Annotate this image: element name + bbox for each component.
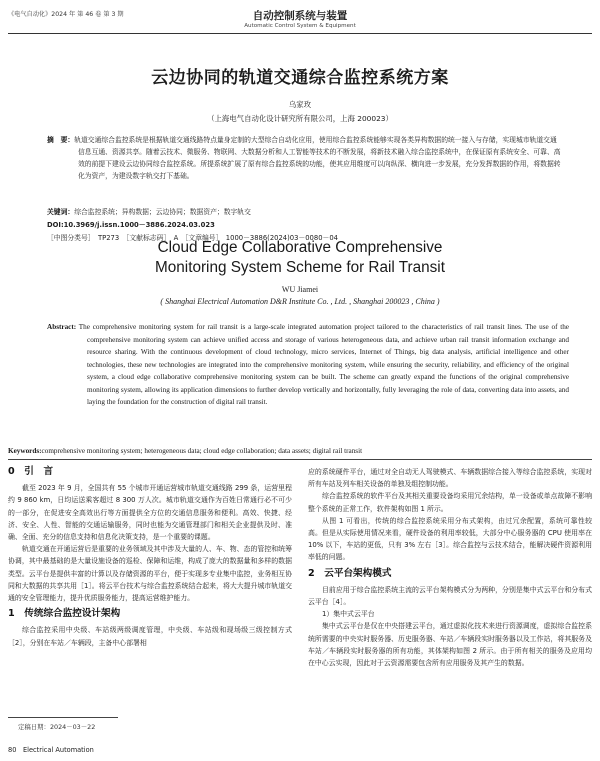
title-en-line-1: Cloud Edge Collaborative Comprehensive (157, 239, 443, 256)
journal-info: 《电气自动化》2024 年 第 46 卷 第 3 期 (8, 11, 124, 18)
abstract-label-en: Abstract: (47, 323, 77, 331)
right-column (308, 466, 592, 669)
keywords-label: 关键词： (47, 208, 75, 216)
section-0-heading: 0 引 言 (8, 466, 54, 477)
right-paragraph-1: 应的系统硬件平台，通过对全自动无人驾驶模式、车辆数据综合接入等综合监控系统，实现对所有车站及列车相关设备的单独及组控制功能。 (308, 468, 592, 489)
paper-title-cn: 云边协同的轨道交通综合监控系统方案 (151, 68, 449, 88)
affiliation-cn: （上海电气自动化设计研究所有限公司，上海 200023） (207, 114, 393, 123)
received-date: 定稿日期：2024－03－22 (18, 723, 96, 731)
abstract-label: 摘 要： (47, 136, 75, 144)
page-footer: 80 Electrical Automation (8, 746, 94, 754)
author-cn: 乌家玫 (288, 100, 312, 109)
section-0-paragraph-2: 轨道交通在开通运营后是重要的业务领域及其中涉及大量的人、车、物、态的管控和统筹协调，其中最基础的是大量设施设备的巡检、保障和运维，构成了庞大的数据量和多样的数据类型。云平台是提供丰富的计算以及存储资源的平台，便于实现多专业集中监控，业务相互协同和大数据的共享共用［1］。将云平台技术与综合监控系统结合起来，将大大提升城市轨道交通的安全管理能力，提升优质服务能力，提高运营维护能力。 (8, 545, 292, 603)
abstract-cn (47, 134, 563, 182)
keywords-cn (47, 206, 567, 218)
section-0-paragraph-1: 截至 2023 年 9 月，全国共有 55 个城市开通运营城市轨道交通线路 299 条，运营里程约 9 860 km，日均运送乘客超过 8 300 万人次。城市轨道交通作为百姓日常通行必不可少的一部分，在促进安全高效出行等方面提供全方位的交通信息服务和便利。高效、快捷、经济、安全、人性、智能的交通运输服务，同时也能为交通管理部门和相关企业提供及时、准确、全面、充分的信息支持和信息化决策支持，是一个重要的课题。 (8, 484, 292, 542)
keywords-en (8, 446, 593, 457)
keywords-label-en: Keywords: (8, 447, 42, 455)
right-paragraph-2: 综合监控系统的软件平台及其相关重要设备均采用冗余结构，单一设备或单点故障不影响整个系统的正常工作，软件架构如图 1 所示。 (308, 492, 592, 513)
footnote-divider (8, 717, 118, 718)
right-paragraph-5: 集中式云平台是仅在中央搭建云平台，通过虚拟化技术来进行资源调度，虚拟综合监控系统所需要的中央实时服务器、历史服务器、车站／车辆段实时服务器以及工作站，将其服务及车站／车辆段实时服务器的所有功能，其体架构如图 2 所示。由于所有相关的服务及应用均在中心云实现，因此对于云资源需要包含所有应用服务及其产生的数据。 (308, 622, 592, 668)
classification-line: ［中图分类号］ TP273 ［文献标志码］ A ［文章编号］ 1000－3886(2024)03－0080－04 (47, 234, 338, 242)
left-column (8, 466, 292, 649)
abstract-en-text: The comprehensive monitoring system for rail transit is a large-scale integrated automation project tailored to the characteristics of rail transit lines. The use of the comprehensive monitoring system can achieve unified access and storage of various heterogeneous data, and achieve urban rail transit information exchange and resource sharing. With the continuous development of cloud technology, micro services, Internet of Things, big data analysis, artificial intelligence and other technologies, these new technologies are integrated into the comprehensive monitoring system, while ensuring the security, reliability, and efficiency of the original system, a cloud edge collaborative comprehensive monitoring system can be built. The scheme can greatly expand the functions of the original comprehensive monitoring system, allowing its application dimensions to further develop vertically and horizontally, fully leveraging the role of data, converting data into assets, and laying the foundation for the construction of digital rail transit. (78, 323, 569, 406)
author-en: WU Jiamei (281, 285, 319, 294)
keywords-divider (8, 459, 592, 460)
affiliation-en: ( Shanghai Electrical Automation D&R Institute Co. , Ltd. , Shanghai 200023 , China ) (160, 297, 440, 306)
section-2-heading: 2 云平台架构模式 (308, 567, 392, 579)
right-paragraph-4: 目前应用于综合监控系统主流的云平台架构模式分为两种，分别是集中式云平台和分布式云平台［4］。 (308, 585, 592, 607)
section-1-heading: 1 传统综合监控设计架构 (8, 608, 121, 620)
keywords-cn-text: 综合监控系统；异构数据；云边协同；数据资产；数字轨交 (74, 208, 251, 216)
paper-title-en (0, 238, 600, 278)
abstract-en (47, 321, 569, 409)
section-title: 自动控制系统与装置 (252, 10, 348, 22)
doi: DOI:10.3969/j.issn.1000－3886.2024.03.023 (47, 221, 215, 229)
abstract-cn-text: 轨道交通综合监控系统是根据轨道交通线路特点量身定制的大型综合自动化应用，使用综合监控系统能够实现各类异构数据的统一接入与存储，实现城市轨道交通信息互通、资源共享。随着云技术、微服务、物联网、大数据分析和人工智能等技术的不断发展，将新技术融入综合监控系统中，在保证原有系统安全、可靠、高效的前提下建设云边协同综合监控系统。所提系统扩展了原有综合监控系统的功能，使其应用维度可以向纵深、横向进一步发展，充分发挥数据的作用，将数据转化为资产，为建设数字轨交打下基础。 (74, 136, 561, 181)
header-divider (8, 33, 592, 34)
right-paragraph-3: 从图 1 可看出，传统的综合监控系统采用分布式架构，由过冗余配置，系统可靠性较高。但是从实际使用情况来看，硬件设备的利用率较低，大部分中心服务器的 CPU 使用率在 10% 以下，车站的更低，只有 3% 左右［3］。综合监控与云技术结合，能解决硬件资源利用率低的问题。 (308, 516, 592, 562)
title-en-line-2: Monitoring System Scheme for Rail Transit (155, 259, 445, 276)
subheading-centralized-cloud: 1）集中式云平台 (322, 610, 375, 619)
keywords-en-text: comprehensive monitoring system; heterogeneous data; cloud edge collaboration; data assets; digital rail transit (41, 447, 363, 455)
section-1-paragraph-1: 综合监控采用中央级、车站级两级调度管理，中央级、车站级和现场级三级控制方式［2］，分别在车站／车辆段，主备中心部署相 (8, 626, 292, 647)
section-title-en: Automatic Control System & Equipment (244, 23, 356, 29)
